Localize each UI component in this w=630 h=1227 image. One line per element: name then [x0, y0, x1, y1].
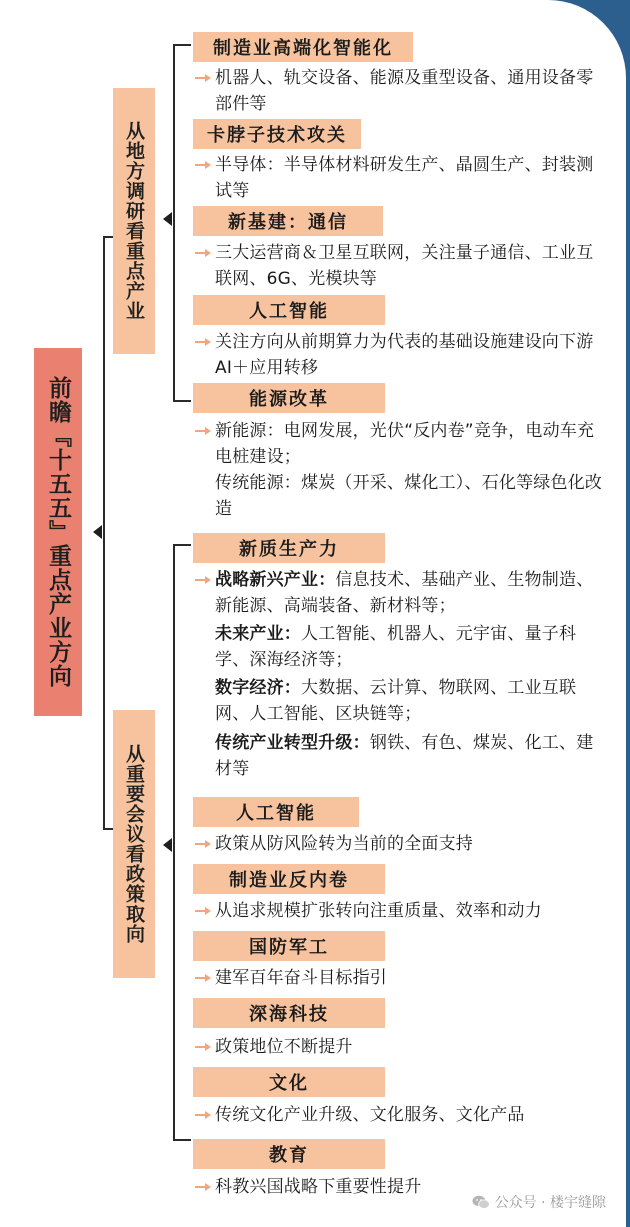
wechat-icon [472, 1195, 490, 1210]
arrow-icon [195, 831, 215, 857]
connector-branch-1-bottom [173, 400, 191, 402]
item-keyword: 传统产业转型升级： [215, 733, 370, 753]
item-text: 建军百年奋斗目标指引 [215, 968, 387, 988]
watermark [472, 1192, 606, 1212]
arrow-icon [195, 240, 215, 266]
arrow-placeholder [195, 675, 215, 701]
section-header: 卡脖子技术攻关 [193, 119, 361, 149]
section-header: 人工智能 [193, 797, 359, 827]
section-header: 人工智能 [193, 295, 385, 325]
section-header: 文化 [193, 1067, 385, 1097]
arrow-icon [195, 1174, 215, 1200]
connector-branch-2-top [173, 544, 191, 546]
list-item [195, 675, 610, 727]
connector-branch-1 [173, 44, 175, 401]
item-text: 三大运营商＆卫星互联网，关注量子通信、工业互联网、6G、光模块等 [215, 243, 594, 289]
item-text: 传统能源：煤炭（开采、煤化工）、石化等绿色化改造 [215, 473, 603, 519]
root-node [34, 348, 82, 716]
list-item [195, 730, 610, 782]
arrow-placeholder [195, 730, 215, 756]
item-text: 政策地位不断提升 [215, 1037, 353, 1057]
section-header: 新质生产力 [193, 533, 385, 563]
connector-branch-2-bottom [173, 1139, 191, 1141]
branch-label: 从地方调研看重点产业 [123, 121, 145, 321]
item-text [215, 730, 610, 782]
list-item [195, 898, 610, 924]
arrow-icon [195, 898, 215, 924]
arrow-placeholder [195, 470, 215, 496]
branch-label: 从重要会议看政策取向 [123, 744, 145, 944]
arrow-icon [195, 152, 215, 178]
connector-branch-2 [173, 544, 175, 1140]
watermark-text: 公众号 · 楼宇缝隙 [494, 1195, 606, 1211]
item-text: 机器人、轨交设备、能源及重型设备、通用设备零部件等 [215, 68, 594, 114]
branch-node-1 [113, 88, 155, 354]
item-text [215, 567, 610, 619]
item-text: 半导体：半导体材料研发生产、晶圆生产、封装测试等 [215, 155, 594, 201]
arrow-icon [195, 65, 215, 91]
section-header: 制造业反内卷 [193, 864, 385, 894]
list-item [195, 65, 610, 117]
item-text [215, 675, 610, 727]
section-header: 深海科技 [193, 998, 385, 1028]
item-keyword: 战略新兴产业： [215, 570, 336, 590]
item-text: 新能源：电网发展，光伏“反内卷”竞争，电动车充电桩建设； [215, 421, 595, 467]
arrow-placeholder [195, 621, 215, 647]
section-header: 教育 [193, 1139, 385, 1169]
item-text: 从追求规模扩张转向注重质量、效率和动力 [215, 901, 542, 921]
arrow-icon [195, 1034, 215, 1060]
list-item [195, 965, 610, 991]
list-item [195, 470, 610, 522]
arrow-icon [195, 567, 215, 593]
item-detail: 钢铁、有色、煤炭、化工、建材等 [215, 733, 594, 779]
item-text: 关注方向从前期算力为代表的基础设施建设向下游AI＋应用转移 [215, 332, 594, 378]
arrow-icon [195, 1102, 215, 1128]
list-item [195, 240, 610, 292]
list-item [195, 1102, 610, 1128]
connector-branch-2-arrow [163, 838, 172, 852]
list-item [195, 621, 610, 673]
item-text: 传统文化产业升级、文化服务、文化产品 [215, 1105, 525, 1125]
arrow-icon [195, 965, 215, 991]
connector-branch-1-arrow [163, 212, 172, 226]
connector-branch-1-top [173, 44, 191, 46]
item-detail: 大数据、云计算、物联网、工业互联网、人工智能、区块链等； [215, 678, 577, 724]
list-item [195, 152, 610, 204]
item-detail: 人工智能、机器人、元宇宙、量子科学、深海经济等； [215, 624, 577, 670]
list-item [195, 567, 610, 619]
list-item [195, 329, 610, 381]
branch-node-2 [113, 710, 155, 978]
item-text [215, 621, 610, 673]
list-item [195, 418, 610, 470]
section-header: 制造业高端化智能化 [193, 32, 413, 62]
section-header: 能源改革 [193, 383, 385, 413]
root-label: 前瞻『十五五』重点产业方向 [45, 376, 71, 688]
item-text: 政策从防风险转为当前的全面支持 [215, 834, 473, 854]
list-item [195, 831, 610, 857]
arrow-icon [195, 329, 215, 355]
item-keyword: 数字经济： [215, 678, 301, 698]
list-item [195, 1034, 610, 1060]
item-keyword: 未来产业： [215, 624, 301, 644]
section-header: 国防军工 [193, 931, 385, 961]
section-header: 新基建：通信 [193, 206, 383, 236]
connector-root-arrow [93, 525, 102, 539]
connector-root [103, 236, 105, 829]
item-detail: 信息技术、基础产业、生物制造、新能源、高端装备、新材料等； [215, 570, 594, 616]
arrow-icon [195, 418, 215, 444]
item-text: 科教兴国战略下重要性提升 [215, 1177, 422, 1197]
